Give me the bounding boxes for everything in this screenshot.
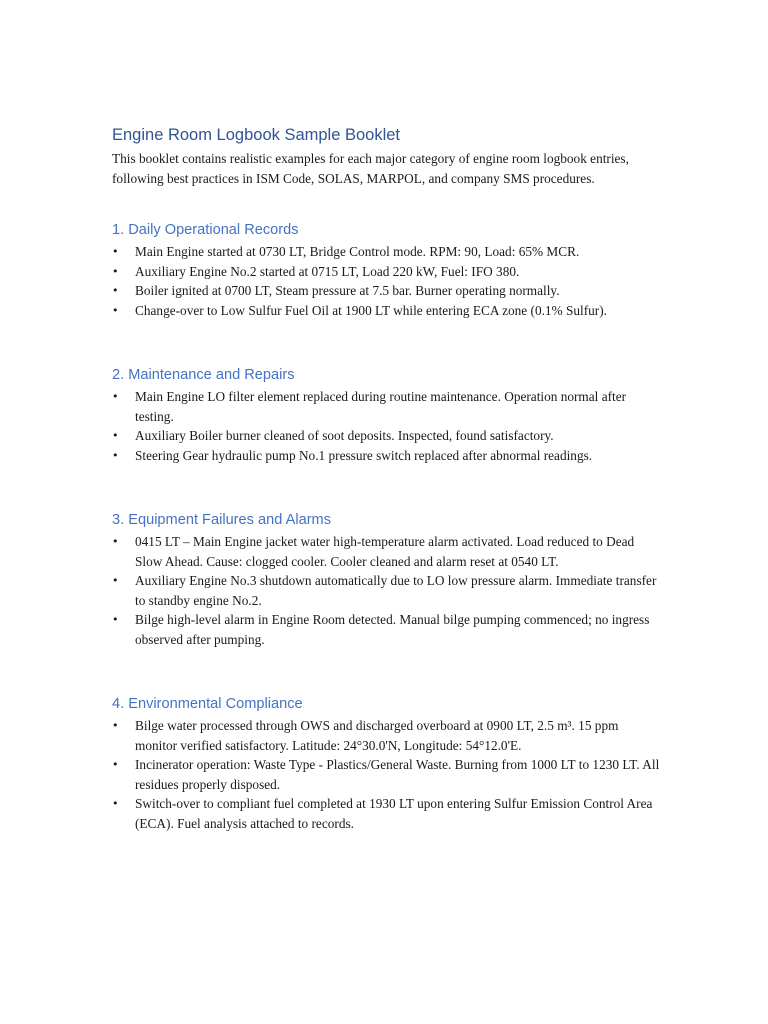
list-item — [112, 426, 660, 446]
list-item-text: Auxiliary Engine No.2 started at 0715 LT, Load 220 kW, Fuel: IFO 380. — [135, 263, 520, 279]
bullet-icon: • — [112, 448, 119, 462]
document-page — [112, 124, 660, 831]
list-item — [112, 242, 660, 262]
section-environmental-compliance — [112, 694, 660, 833]
section-heading: 2. Maintenance and Repairs — [112, 367, 295, 383]
bullet-icon: • — [112, 390, 119, 403]
bullet-icon: • — [112, 284, 119, 297]
bullet-list — [112, 387, 660, 465]
section-maintenance-and-repairs — [112, 365, 660, 465]
list-item-text: Switch-over to compliant fuel completed at 1930 LT upon entering Sulfur Emission Control Area (ECA). Fuel analysis attached to records. — [135, 796, 653, 831]
section-daily-operational-records — [112, 220, 660, 320]
bullet-icon: • — [112, 535, 119, 548]
list-item-text: Auxiliary Engine No.3 shutdown automatically due to LO low pressure alarm. Immediate transfer to standby engine No.2. — [135, 573, 657, 608]
section-heading: 1. Daily Operational Records — [112, 222, 299, 238]
list-item — [112, 281, 660, 301]
section-heading: 3. Equipment Failures and Alarms — [112, 512, 332, 528]
list-item — [112, 262, 660, 282]
document-title: Engine Room Logbook Sample Booklet — [112, 126, 401, 144]
list-item-text: Main Engine LO filter element replaced during routine maintenance. Operation normal after testing. — [135, 389, 627, 424]
bullet-icon: • — [112, 719, 119, 732]
list-item — [112, 716, 660, 755]
bullet-icon: • — [112, 245, 119, 258]
bullet-list — [112, 532, 660, 649]
bullet-icon: • — [112, 429, 119, 442]
section-heading: 4. Environmental Compliance — [112, 696, 303, 712]
list-item-text: Auxiliary Boiler burner cleaned of soot deposits. Inspected, found satisfactory. — [135, 428, 554, 443]
list-item-text: Boiler ignited at 0700 LT, Steam pressure at 7.5 bar. Burner operating normally. — [135, 283, 560, 298]
bullet-list — [112, 716, 660, 833]
section-equipment-failures-and-alarms — [112, 510, 660, 649]
list-item-text: Bilge high-level alarm in Engine Room detected. Manual bilge pumping commenced; no ingress observed after pumping. — [135, 612, 650, 647]
list-item — [112, 794, 660, 833]
list-item — [112, 387, 660, 426]
list-item-text: Bilge water processed through OWS and discharged overboard at 0900 LT, 2.5 m³. 15 ppm monitor verified satisfactory. Latitude: 24°30.0'N, Longitude: 54°12.0'E. — [135, 718, 619, 753]
list-item — [112, 532, 660, 571]
bullet-icon: • — [112, 303, 119, 317]
intro-paragraph: This booklet contains realistic examples for each major category of engine room logbook entries, following best practices in ISM Code, SOLAS, MARPOL, and company SMS procedures. — [112, 151, 629, 186]
bullet-list — [112, 242, 660, 320]
list-item — [112, 571, 660, 610]
list-item — [112, 446, 660, 466]
list-item-text: Incinerator operation: Waste Type - Plastics/General Waste. Burning from 1000 LT to 1230 LT. All residues properly disposed. — [135, 757, 660, 792]
bullet-icon: • — [112, 264, 119, 278]
list-item — [112, 610, 660, 649]
bullet-icon: • — [112, 797, 119, 810]
bullet-icon: • — [112, 758, 119, 771]
list-item-text: Main Engine started at 0730 LT, Bridge Control mode. RPM: 90, Load: 65% MCR. — [135, 244, 580, 259]
bullet-icon: • — [112, 613, 119, 626]
list-item-text: Change-over to Low Sulfur Fuel Oil at 1900 LT while entering ECA zone (0.1% Sulfur). — [135, 302, 607, 318]
list-item-text: 0415 LT – Main Engine jacket water high-temperature alarm activated. Load reduced to Dead Slow Ahead. Cause: clogged cooler. Cooler cleaned and alarm reset at 0540 LT. — [135, 534, 635, 569]
bullet-icon: • — [112, 574, 119, 587]
list-item — [112, 755, 660, 794]
list-item — [112, 301, 660, 321]
list-item-text: Steering Gear hydraulic pump No.1 pressure switch replaced after abnormal readings. — [135, 447, 593, 463]
